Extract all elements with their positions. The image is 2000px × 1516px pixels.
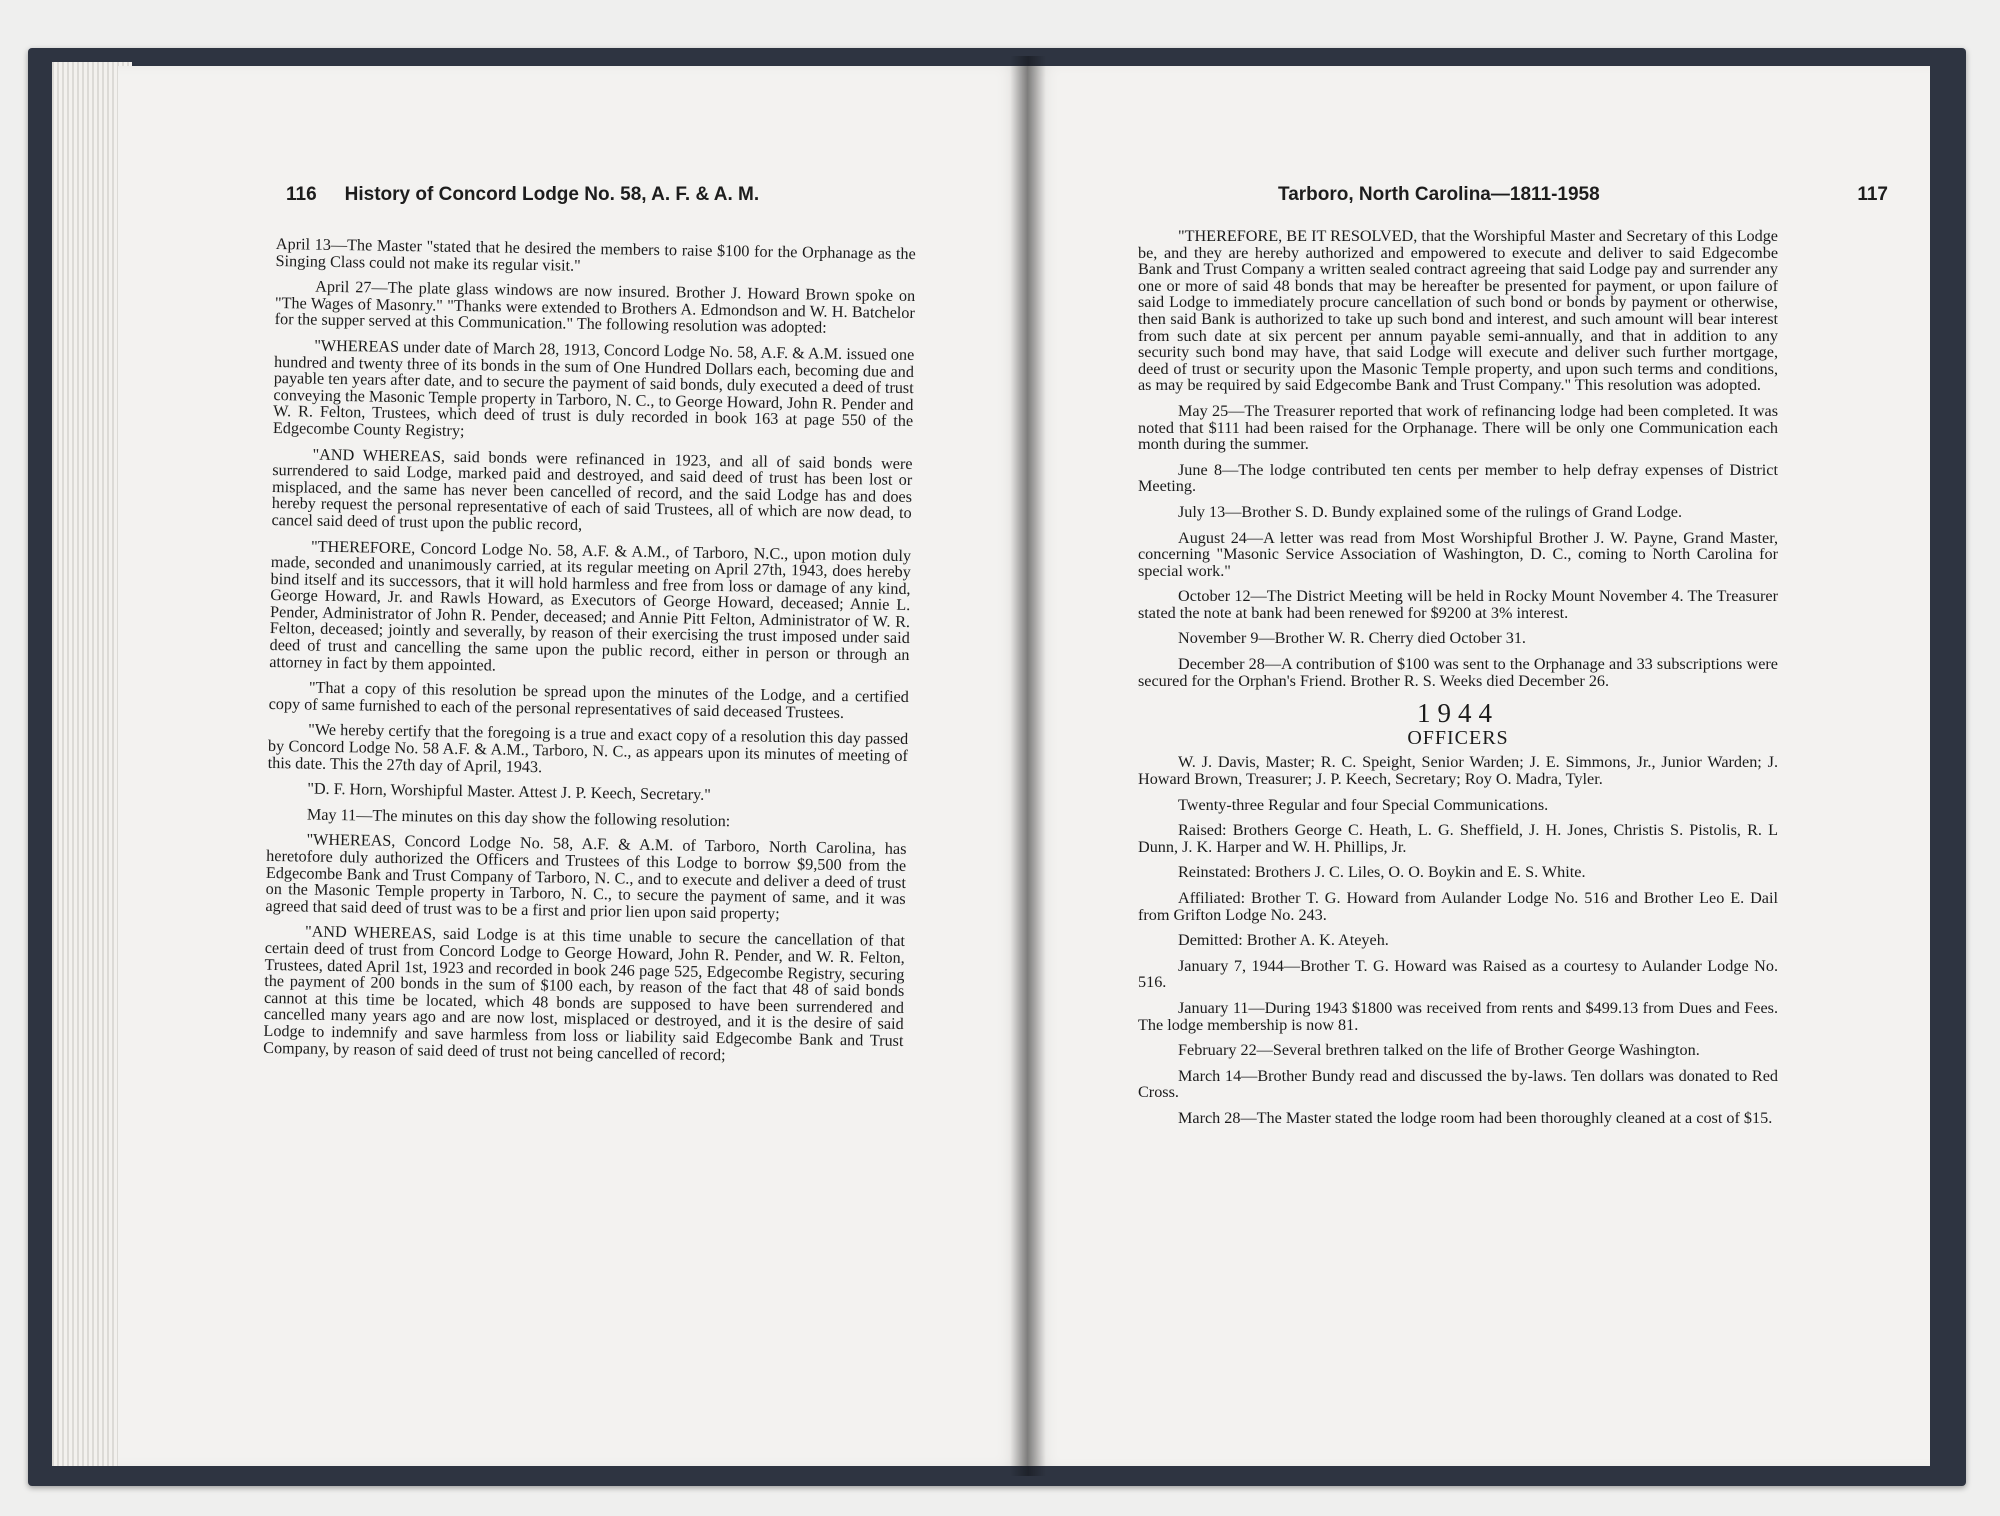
paragraph: "THEREFORE, Concord Lodge No. 58, A.F. & A.M., of Tarboro, N.C., upon motion duly made, seconded and unanimously carried, at its regular meeting on April 27th, 1943, does hereby bind itself and its successors, that it will hold harmless and free from loss or damage of any kind, George Howard, Jr. and Rawls Howard, as Executors of George Howard, deceased; Annie L. Pender, Administrator of John R. Pender, deceased; and Annie Pitt Felton, Administrator of W. R. Felton, deceased; jointly and severally, by reason of their exercising the trust imposed under said deed of trust and cancelling the same upon the public record, either in person or through an attorney in fact by them appointed. <box>269 537 912 675</box>
paragraph: February 22—Several brethren talked on the life of Brother George Washington. <box>1178 1041 1700 1060</box>
paragraph: "AND WHEREAS, said Lodge is at this time unable to secure the cancellation of that certain deed of trust from Concord Lodge to George Howard, John R. Pender, and W. R. Felton, Trustees, dated April 1st, 1923 and recorded in book 246 page 525, Edgecombe Registry, securing the payment of 200 bonds in the sum of $100 each, by reason of the fact that 48 of said bonds cannot at this time be located, which 48 bonds are supposed to have been surrendered and cancelled many years ago and are now lost, misplaced or destroyed, and it is the desire of said Lodge to indemnify and save harmless from loss or liability said Edgecombe Bank and Trust Company, by reason of said deed of trust not being cancelled of record; <box>263 922 906 1064</box>
paragraph: "THEREFORE, BE IT RESOLVED, that the Worshipful Master and Secretary of this Lodge be, and they are hereby authorized and empowered to execute and deliver to said Edgecombe Bank and Trust Company a written sealed contract agreeing that said Lodge pay and surrender any one or more of said 48 bonds that may be hereafter be presented for payment, or upon failure of said Lodge to immediately procure cancellation of such bond or bonds by payment or otherwise, then said Bank is authorized to take up such bond and interest, and such amount will bear interest from such date at six percent per annum payable semi-annually, and that in addition to any security such bond may have, that said Lodge will execute and deliver such further mortgage, deed of trust or security upon the Masonic Temple property, and upon such terms and conditions, as may be required by said Edgecombe Bank and Trust Company." This resolution was adopted. <box>1138 227 1778 395</box>
paragraph: Raised: Brothers George C. Heath, L. G. Sheffield, J. H. Jones, Christis S. Pistolis, R. L Dunn, J. K. Harper and W. H. Phillips, Jr. <box>1138 821 1778 856</box>
running-title: History of Concord Lodge No. 58, A. F. & A. M. <box>344 184 760 205</box>
paragraph: April 13—The Master "stated that he desired the members to raise $100 for the Orphanage as the Singing Class could not make its regular visit." <box>275 235 916 275</box>
paragraph: January 7, 1944—Brother T. G. Howard was Raised as a courtesy to Aulander Lodge No. 516. <box>1138 956 1778 992</box>
paragraph: "WHEREAS, Concord Lodge No. 58, A.F. & A.M. of Tarboro, North Carolina, has heretofore duly authorized the Officers and Trustees of this Lodge to borrow $9,500 from the Edgecombe Bank and Trust Company of Tarboro, N. C., and to execute and deliver a deed of trust on the Masonic Temple property in Tarboro, N. C., to secure the payment of same, and it was agreed that said deed of trust was to be a first and prior lien upon said property; <box>265 830 907 923</box>
paragraph: "AND WHEREAS, said bonds were refinanced in 1923, and all of said bonds were surrendered to said Lodge, marked paid and destroyed, and said deed of trust has been lost or misplaced, and the same has never been cancelled of record, and the said Lodge has and does hereby request the personal representative of each of said Trustees, all of which are now dead, to cancel said deed of trust upon the public record, <box>271 445 913 534</box>
right-page-header <box>1278 184 1888 206</box>
paragraph: W. J. Davis, Master; R. C. Speight, Senior Warden; J. E. Simmons, Jr., Junior Warden; J. Howard Brown, Treasurer; J. P. Keech, Secretary; Roy O. Madra, Tyler. <box>1138 753 1778 789</box>
paragraph: March 28—The Master stated the lodge room had been thoroughly cleaned at a cost of $15. <box>1178 1108 1773 1127</box>
paragraph: "D. F. Horn, Worshipful Master. Attest J. P. Keech, Secretary." <box>307 779 711 805</box>
paragraph: January 11—During 1943 $1800 was received from rents and $499.13 from Dues and Fees. The lodge membership is now 81. <box>1138 998 1778 1034</box>
right-page-body <box>1138 228 1778 1136</box>
right-page <box>1028 66 1930 1466</box>
paragraph: Reinstated: Brothers J. C. Liles, O. O. Boykin and E. S. White. <box>1178 863 1586 882</box>
paragraph: "We hereby certify that the foregoing is a true and exact copy of a resolution this day passed by Concord Lodge No. 58 A.F. & A.M., Tarboro, N. C., as appears upon its minutes of meeting of this date. This the 27th day of April, 1943. <box>267 721 909 776</box>
paragraph: "That a copy of this resolution be spread upon the minutes of the Lodge, and a certified copy of same furnished to each of the personal representatives of said deceased Trustees. <box>268 678 909 722</box>
page-number: 117 <box>1857 184 1888 205</box>
left-page <box>118 66 1028 1466</box>
paragraph: October 12—The District Meeting will be held in Rocky Mount November 4. The Treasurer stated the note at bank had been renewed for $9200 at 3% interest. <box>1138 587 1778 622</box>
paragraph: Demitted: Brother A. K. Ateyeh. <box>1178 931 1389 950</box>
paragraph: May 25—The Treasurer reported that work of refinancing lodge had been completed. It was noted that $111 had been raised for the Orphanage. There will be only one Communication each month during the summer. <box>1138 401 1778 454</box>
page-number: 116 <box>286 184 317 205</box>
paragraph: March 14—Brother Bundy read and discussed the by-laws. Ten dollars was donated to Red Cross. <box>1138 1066 1778 1102</box>
paragraph: June 8—The lodge contributed ten cents per member to help defray expenses of District Meeting. <box>1138 460 1778 496</box>
left-page-body <box>263 236 916 1075</box>
officers-heading: OFFICERS <box>1407 726 1509 749</box>
paragraph: May 11—The minutes on this day show the following resolution: <box>306 805 731 831</box>
paragraph: August 24—A letter was read from Most Worshipful Brother J. W. Payne, Grand Master, concerning "Masonic Service Association of Washington, D. C., coming to North Carolina for special work." <box>1138 528 1778 580</box>
paragraph: April 27—The plate glass windows are now insured. Brother J. Howard Brown spoke on "The Wages of Masonry." "Thanks were extended to Brothers A. Edmondson and W. H. Batchelor for the supper served at this Communication." The following resolution was adopted: <box>274 277 916 338</box>
running-title: Tarboro, North Carolina—1811-1958 <box>1278 184 1600 205</box>
paragraph: Affiliated: Brother T. G. Howard from Aulander Lodge No. 516 and Brother Leo E. Dail from Grifton Lodge No. 243. <box>1138 889 1778 924</box>
book-spine <box>1010 56 1046 1476</box>
year-heading: 1944 <box>1417 698 1499 729</box>
paragraph: "WHEREAS under date of March 28, 1913, Concord Lodge No. 58, A.F. & A.M. issued one hundred and twenty three of its bonds in the sum of One Hundred Dollars each, becoming due and payable ten years after date, and to secure the payment of said bonds, duly executed a deed of trust conveying the Masonic Temple property in Tarboro, N. C., to George Howard, John R. Pender and W. R. Felton, Trustees, which deed of trust is duly recorded in book 163 at page 550 of the Edgecombe County Registry; <box>272 336 915 440</box>
paragraph: Twenty-three Regular and four Special Communications. <box>1178 795 1549 814</box>
paragraph: July 13—Brother S. D. Bundy explained some of the rulings of Grand Lodge. <box>1178 502 1682 521</box>
left-page-header <box>286 184 759 206</box>
paragraph: December 28—A contribution of $100 was sent to the Orphanage and 33 subscriptions were secured for the Orphan's Friend. Brother R. S. Weeks died December 26. <box>1138 655 1778 690</box>
paragraph: November 9—Brother W. R. Cherry died October 31. <box>1178 629 1526 648</box>
